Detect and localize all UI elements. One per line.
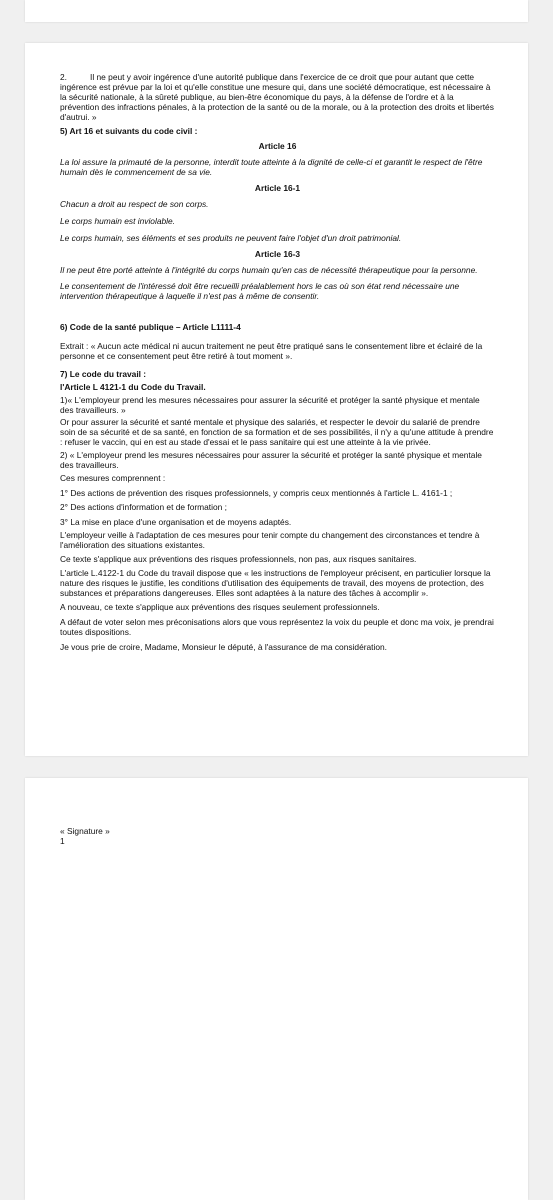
closing-p2: Je vous prie de croire, Madame, Monsieur le député, à l'assurance de ma considération. xyxy=(60,642,388,652)
section-7-p6: 2° Des actions d'information et de formation ; xyxy=(60,502,227,512)
section-7-p3: 2) « L'employeur prend les mesures nécessaires pour assurer la sécurité et protéger la santé physique et mentale des travailleurs. xyxy=(60,450,482,470)
section-6-heading: 6) Code de la santé publique – Article L1111-4 xyxy=(60,322,241,332)
section-7-p10: L'article L.4122-1 du Code du travail dispose que « les instructions de l'employeur précisent, en particulier lorsque la nature des risques le justifie, les conditions d'utilisation des équipements de travail, des moyens de protection, des substances et préparations dangereuses. Elles sont adaptées à la nature des tâches à accomplir ». xyxy=(60,568,491,598)
main-text xyxy=(60,72,495,652)
article-16-1-p2: Le corps humain est inviolable. xyxy=(60,216,175,226)
page-top xyxy=(25,0,528,22)
section-7-p5: 1° Des actions de prévention des risques professionnels, y compris ceux mentionnés à l'article L. 4161-1 ; xyxy=(60,488,453,498)
section-7-p1: 1)« L'employeur prend les mesures nécessaires pour assurer la sécurité et protéger la santé physique et mentale des travailleurs. » xyxy=(60,395,480,415)
article-16-text: La loi assure la primauté de la personne, interdit toute atteinte à la dignité de celle-ci et garantit le respect de l'être humain dès le commencement de sa vie. xyxy=(60,157,483,177)
section-7-p4: Ces mesures comprennent : xyxy=(60,473,166,483)
page-number: 1 xyxy=(60,836,65,846)
section-7-heading: 7) Le code du travail : xyxy=(60,369,147,379)
article-16-3-p2: Le consentement de l'intéressé doit être recueilli préalablement hors le cas où son état rend nécessaire une intervention thérapeutique à laquelle il n'est pas à même de consentir. xyxy=(60,281,460,301)
section-7-subheading: l'Article L 4121-1 du Code du Travail. xyxy=(60,382,206,392)
section-7-p11: A nouveau, ce texte s'applique aux préventions des risques seulement professionnels. xyxy=(60,602,380,612)
paragraph-2-number: 2. xyxy=(60,72,67,82)
article-16-1-title: Article 16-1 xyxy=(254,183,301,193)
paragraph-2-text: Il ne peut y avoir ingérence d'une autorité publique dans l'exercice de ce droit que pour autant que cette ingérence est prévue par la loi et qu'elle constitue une mesure qui, dans une société démocratique, est nécessaire à la sécurité nationale, à la sûreté publique, au bien-être économique du pays, à la défense de l'ordre et à la prévention des infractions pénales, à la protection de la santé ou de la morale, ou à la protection des droits et libertés d'autrui. » xyxy=(60,72,494,122)
section-5-heading: 5) Art 16 et suivants du code civil : xyxy=(60,126,198,136)
signature-placeholder: « Signature » xyxy=(60,826,110,836)
paragraph-2 xyxy=(60,72,495,122)
article-16-title: Article 16 xyxy=(258,141,297,151)
signature-block xyxy=(60,826,495,846)
article-16-1-p1: Chacun a droit au respect de son corps. xyxy=(60,199,209,209)
section-7-p7: 3° La mise en place d'une organisation et de moyens adaptés. xyxy=(60,517,292,527)
section-7-p2: Or pour assurer la sécurité et santé mentale et physique des salariés, et respecter le devoir du salarié de prendre soin de sa sécurité et de sa santé, en fonction de sa formation et de ses possibilités, il n'y a qu'une attitude à prendre : refuser le vaccin, qui en est au stade d'essai et le pass sanitaire qui est une atteinte à la vie privée. xyxy=(60,417,494,447)
article-16-1-p3: Le corps humain, ses éléments et ses produits ne peuvent faire l'objet d'un droit patrimonial. xyxy=(60,233,402,243)
article-16-3-title: Article 16-3 xyxy=(254,249,301,259)
article-16-3-p1: Il ne peut être porté atteinte à l'intégrité du corps humain qu'en cas de nécessité thérapeutique pour la personne. xyxy=(60,265,478,275)
page-main xyxy=(25,43,528,756)
section-6-text: Extrait : « Aucun acte médical ni aucun traitement ne peut être pratiqué sans le consentement libre et éclairé de la personne et ce consentement peut être retiré à tout moment ». xyxy=(60,341,483,361)
section-7-p9: Ce texte s'applique aux préventions des risques professionnels, non pas, aux risques sanitaires. xyxy=(60,554,417,564)
section-7-p8: L'employeur veille à l'adaptation de ces mesures pour tenir compte du changement des circonstances et tendre à l'amélioration des situations existantes. xyxy=(60,530,480,550)
closing-p1: A défaut de voter selon mes préconisations alors que vous représentez la voix du peuple et donc ma voix, je prendrai toutes dispositions. xyxy=(60,617,494,637)
page-last xyxy=(25,778,528,1200)
